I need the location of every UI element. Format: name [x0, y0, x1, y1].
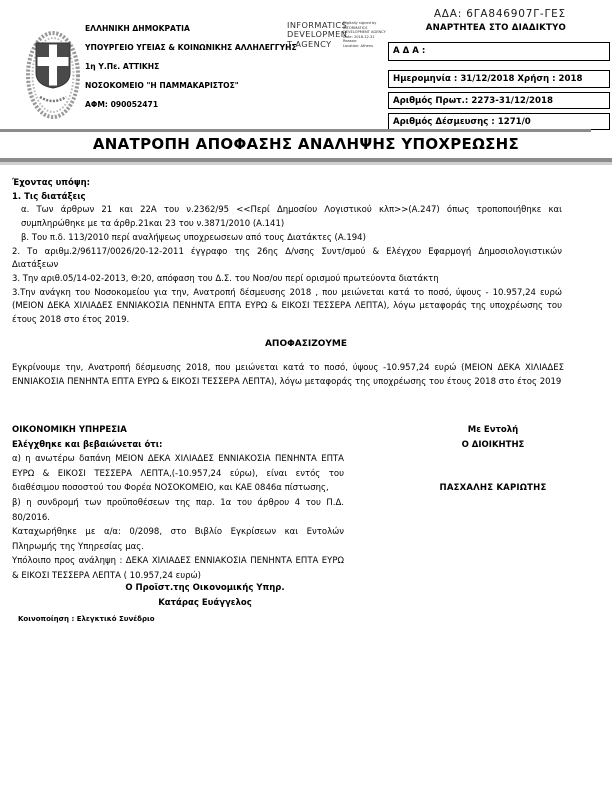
- decision-heading: ΑΠΟΦΑΣΙΖΟΥΜΕ: [264, 339, 348, 349]
- stamp-small-line: INFORMATICS: [343, 25, 368, 30]
- stamp-small-line: Location: Athens: [343, 43, 373, 48]
- stamp-big-line: T AGENCY: [287, 38, 332, 49]
- finance-head-role: Ο Προϊστ.της Οικονομικής Υπηρ.: [125, 583, 285, 593]
- protocol-number-box: Αριθμός Πρωτ.: 2273-31/12/2018: [388, 92, 610, 109]
- finance-head-signature-block: [60, 581, 350, 610]
- financial-service-line: α) η ανωτέρω δαπάνη ΜΕΙΟΝ ΔΕΚΑ ΧΙΛΙΑΔΕΣ ΕΝΝΙΑΚΟΣΙΑ ΠΕΝΗΝΤΑ ΕΠΤΑ ΕΥΡΩ & ΕΙΚΟΣΙ ΤΕΣΣΕΡΑ ΛΕΠΤΑ,(-10.957,24 εύρω), είναι εντός του διαθέσιμου ποσοστού του Φορέα ΝΟΣΟΚΟΜΕΙΟ, και ΚΑΕ 0846α πίστωσης,: [12, 454, 344, 494]
- preamble-line: β. Του π.δ. 113/2010 περί αναλήψεως υποχρεωσεων από τους Διατάκτες (Α.194): [21, 232, 366, 243]
- commander-title: Ο ΔΙΟΙΚΗΤΗΣ: [461, 439, 525, 450]
- title-divider-bar: [0, 158, 612, 165]
- preamble-section: [12, 177, 562, 328]
- preamble-line: Έχοντας υπόψη:: [12, 178, 91, 188]
- preamble-line: 3. Την αριθ.05/14-02-2013, Θ:20, απόφαση του Δ.Σ. του Νοσ/ου περί ορισμού πρωτεύοντα διατάκτη: [12, 273, 439, 284]
- issuer-line: 1η Υ.Πε. ΑΤΤΙΚΗΣ: [85, 62, 160, 71]
- stamp-small-line: Reason:: [343, 39, 358, 44]
- by-order-label: Με Εντολή: [467, 425, 519, 435]
- financial-service-items: [12, 452, 344, 583]
- financial-service-line: Υπόλοιπο προς ανάληψη : ΔΕΚΑ ΧΙΛΙΑΔΕΣ ΕΝΝΙΑΚΟΣΙΑ ΠΕΝΗΝΤΑ ΕΠΤΑ ΕΥΡΩ & ΕΙΚΟΣΙ ΤΕΣΣΕΡΑ ΛΕΠΤΑ ( 10.957,24 ευρώ): [12, 556, 344, 581]
- commander-signature-block: [398, 423, 588, 496]
- digital-signature-stamp: [287, 21, 397, 49]
- verified-line: Ελέγχθηκε και βεβαιώνεται ότι:: [12, 439, 163, 450]
- date-box: Ημερομηνία : 31/12/2018 Χρήση : 2018: [388, 70, 610, 88]
- issuer-line: ΕΛΛΗΝΙΚΗ ΔΗΜΟΚΡΑΤΙΑ: [85, 24, 190, 33]
- document-title: ΑΝΑΤΡΟΠΗ ΑΠΟΦΑΣΗΣ ΑΝΑΛΗΨΗΣ ΥΠΟΧΡΕΩΣΗΣ: [92, 135, 520, 153]
- issuer-line: ΑΦΜ: 090052471: [85, 100, 159, 109]
- stamp-small-line: DEVELOPMENT AGENCY: [343, 30, 386, 35]
- stamp-big-line: INFORMATICS: [287, 20, 348, 30]
- preamble-line: 1. Τις διατάξεις: [12, 191, 86, 202]
- approval-paragraph: Εγκρίνουμε την, Ανατροπή δέσμευσης 2018, που μειώνεται κατά το ποσό, ύψους -10.957,24 ευρώ (ΜΕΙΟΝ ΔΕΚΑ ΧΙΛΙΑΔΕΣ ΕΝΝΙΑΚΟΣΙΑ ΠΕΝΗΝΤΑ ΕΠΤΑ ΕΥΡΩ & ΕΙΚΟΣΙ ΤΕΣΣΕΡΑ ΛΕΠΤΑ), λόγω μεταφοράς της υποχρέωσης του έτους 2018 στο έτος 2019: [12, 363, 564, 387]
- issuer-line: ΝΟΣΟΚΟΜΕΙΟ "Η ΠΑΜΜΑΚΑΡΙΣΤΟΣ": [85, 81, 239, 90]
- preamble-line: α. Των άρθρων 21 και 22Α του ν.2362/95 <<Περί Δημοσίου Λογιστικού κλπ>>(Α.247) όπως τροποποιήθηκε και συμπληρώθηκε με τα άρθρ.21και 23 του ν.3871/2010 (Α.141): [21, 205, 562, 230]
- header-divider: [0, 129, 591, 132]
- preamble-line: 3.Την ανάγκη του Νοσοκομείου για την, Ανατροπή δέσμευσης 2018 , που μειώνεται κατά το ποσό, ύψους - 10.957,24 ευρώ (ΜΕΙΟΝ ΔΕΚΑ ΧΙΛΙΑΔΕΣ ΕΝΝΙΑΚΟΣΙΑ ΠΕΝΗΝΤΑ ΕΠΤΑ ΕΥΡΩ & ΕΙΚΟΣΙ ΤΕΣΣΕΡΑ ΛΕΠΤΑ), λόγω μεταφοράς της υποχρέωσης του έτους 2018 στο έτος 2019.: [12, 287, 562, 326]
- finance-head-name: Κατάρας Ευάγγελος: [158, 597, 252, 608]
- commitment-number-box: Αριθμός Δέσμευσης : 1271/0: [388, 113, 610, 130]
- cc-line: Κοινοποίηση : Ελεγκτικό Συνέδριο: [18, 615, 155, 623]
- coat-of-arms-icon: [26, 31, 80, 119]
- preamble-line: 2. Το αριθμ.2/96117/0026/20-12-2011 έγγραφο της 26ης Δ/νσης Συντ/σμού & Ελέγχου Εφαρμογή Δημοσιολογιστικών Διατάξεων: [12, 246, 562, 271]
- financial-service-line: β) η συνδρομή των προϋποθέσεων της παρ. 1α του άρθρου 4 του Π.Δ. 80/2016.: [12, 497, 344, 523]
- financial-service-section: [12, 423, 344, 584]
- stamp-big-line: DEVELOPMEN: [287, 29, 348, 40]
- financial-service-line: Καταχωρήθηκε με α/α: 0/2098, στο Βιβλίο Εγκρίσεων και Εντολών Πληρωμής της Υπηρεσίας μας.: [12, 527, 344, 552]
- stamp-small-line: Digitally signed by: [343, 21, 377, 25]
- financial-service-title: ΟΙΚΟΝΟΜΙΚΗ ΥΠΗΡΕΣΙΑ: [12, 425, 127, 435]
- ada-box: Α Δ Α :: [388, 42, 610, 61]
- ada-code: ΑΔΑ: 6ΓΑ846907Γ-ΓΕΣ: [433, 8, 566, 20]
- anartitea-label: ΑΝΑΡΤΗΤΕΑ ΣΤΟ ΔΙΑΔΙΚΤΥΟ: [425, 23, 566, 33]
- issuer-line: ΥΠΟΥΡΓΕΙΟ ΥΓΕΙΑΣ & ΚΟΙΝΩΝΙΚΗΣ ΑΛΛΗΛΕΓΓΥΗΣ: [85, 43, 297, 52]
- stamp-small-line: Date: 2018.12.31: [343, 34, 375, 39]
- commander-name: ΠΑΣΧΑΛΗΣ ΚΑΡΙΩΤΗΣ: [439, 483, 547, 494]
